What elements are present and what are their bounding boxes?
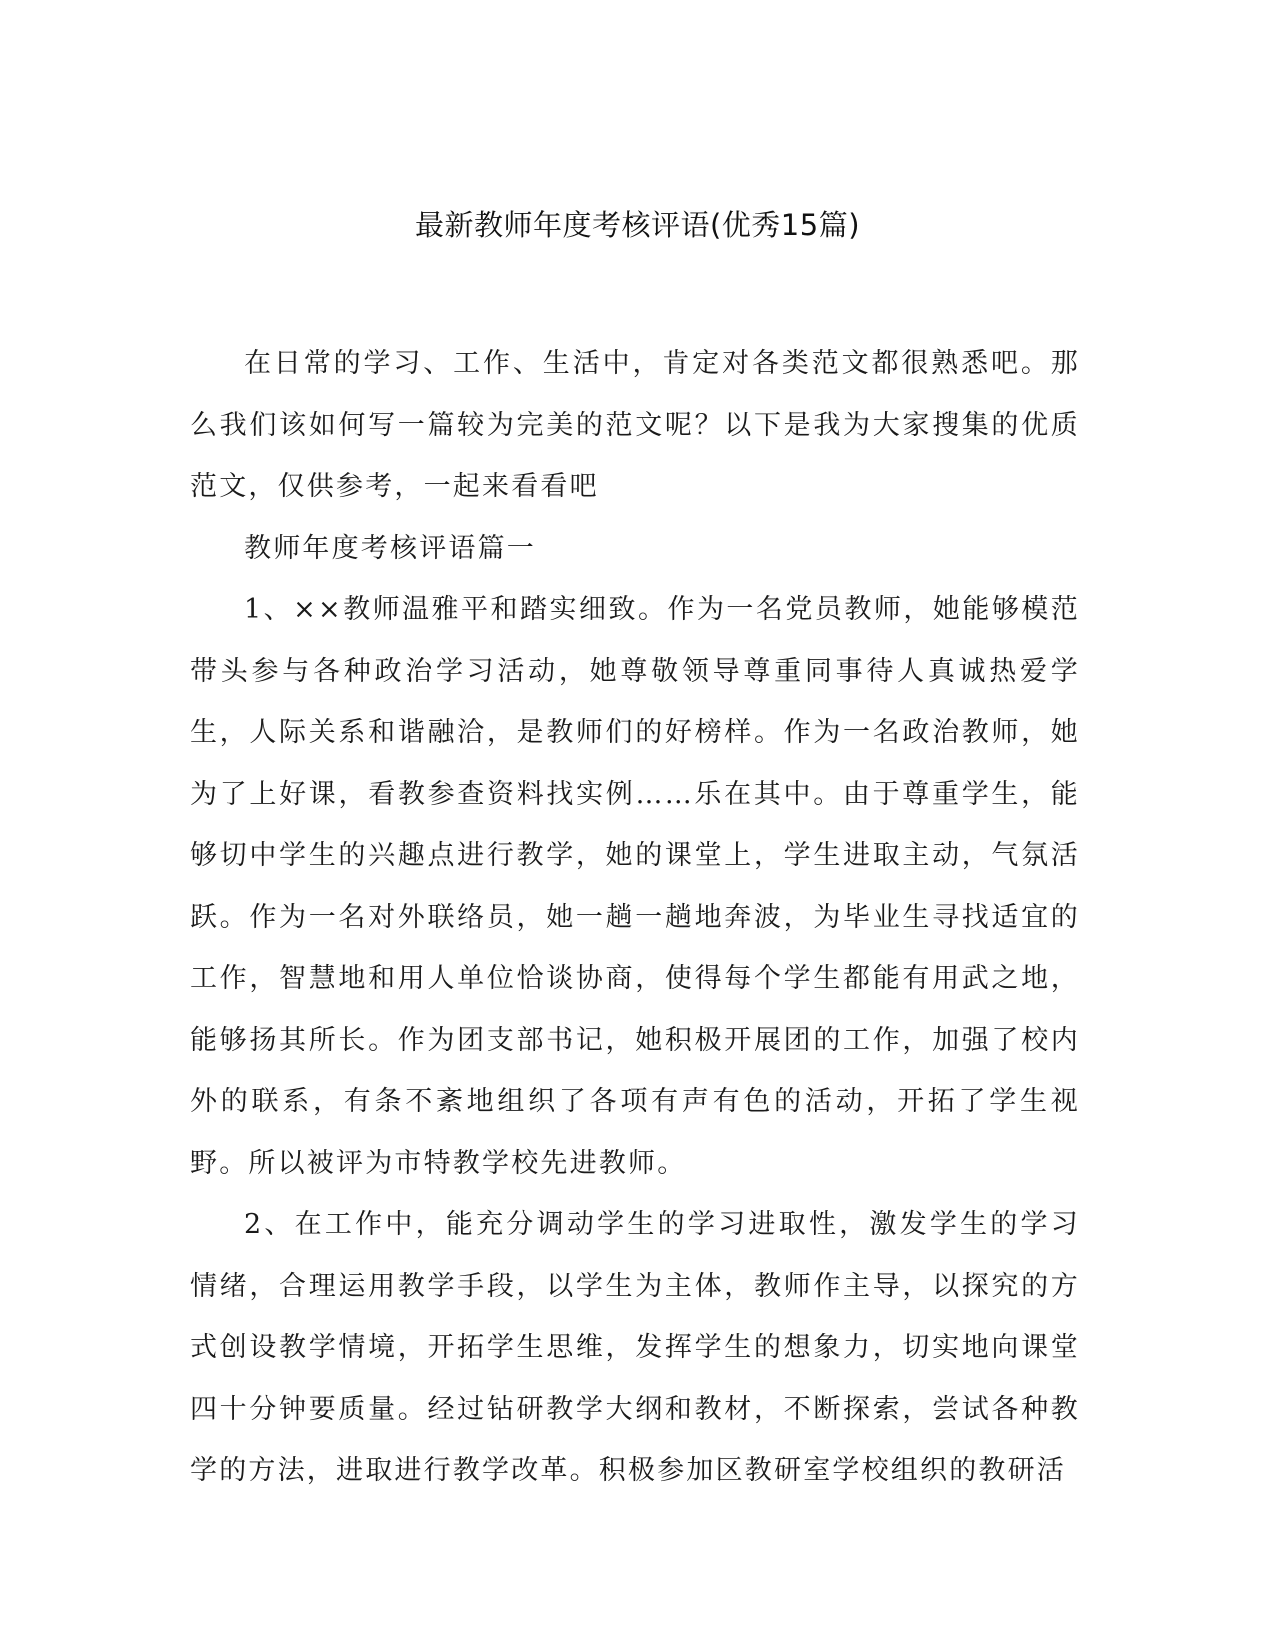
document-title: 最新教师年度考核评语(优秀15篇) xyxy=(414,208,861,242)
body-paragraph-1: 1、××教师温雅平和踏实细致。作为一名党员教师，她能够模范带头参与各种政治学习活动，她尊敬领导尊重同事待人真诚热爱学生，人际关系和谐融洽，是教师们的好榜样。作为一名政治教师，她为了上好课，看教参查资料找实例……乐在其中。由于尊重学生，能够切中学生的兴趣点进行教学，她的课堂上，学生进取主动，气氛活跃。作为一名对外联络员，她一趟一趟地奔波，为毕业生寻找适宜的工作，智慧地和用人单位恰谈协商，使得每个学生都能有用武之地，能够扬其所长。作为团支部书记，她积极开展团的工作，加强了校内外的联系，有条不紊地组织了各项有声有色的活动，开拓了学生视野。所以被评为市特教学校先进教师。 xyxy=(190,594,1080,1179)
section-heading: 教师年度考核评语篇一 xyxy=(244,532,536,564)
body-paragraph-2: 2、在工作中，能充分调动学生的学习进取性，激发学生的学习情绪，合理运用教学手段，以学生为主体，教师作主导，以探究的方式创设教学情境，开拓学生思维，发挥学生的想象力，切实地向课堂四十分钟要质量。经过钻研教学大纲和教材，不断探索，尝试各种教学的方法，进取进行教学改革。积极参加区教研室学校组织的教研活 xyxy=(190,1209,1080,1486)
intro-paragraph: 在日常的学习、工作、生活中，肯定对各类范文都很熟悉吧。那么我们该如何写一篇较为完美的范文呢？以下是我为大家搜集的优质范文，仅供参考，一起来看看吧 xyxy=(190,348,1080,502)
document-body xyxy=(190,333,1080,1502)
